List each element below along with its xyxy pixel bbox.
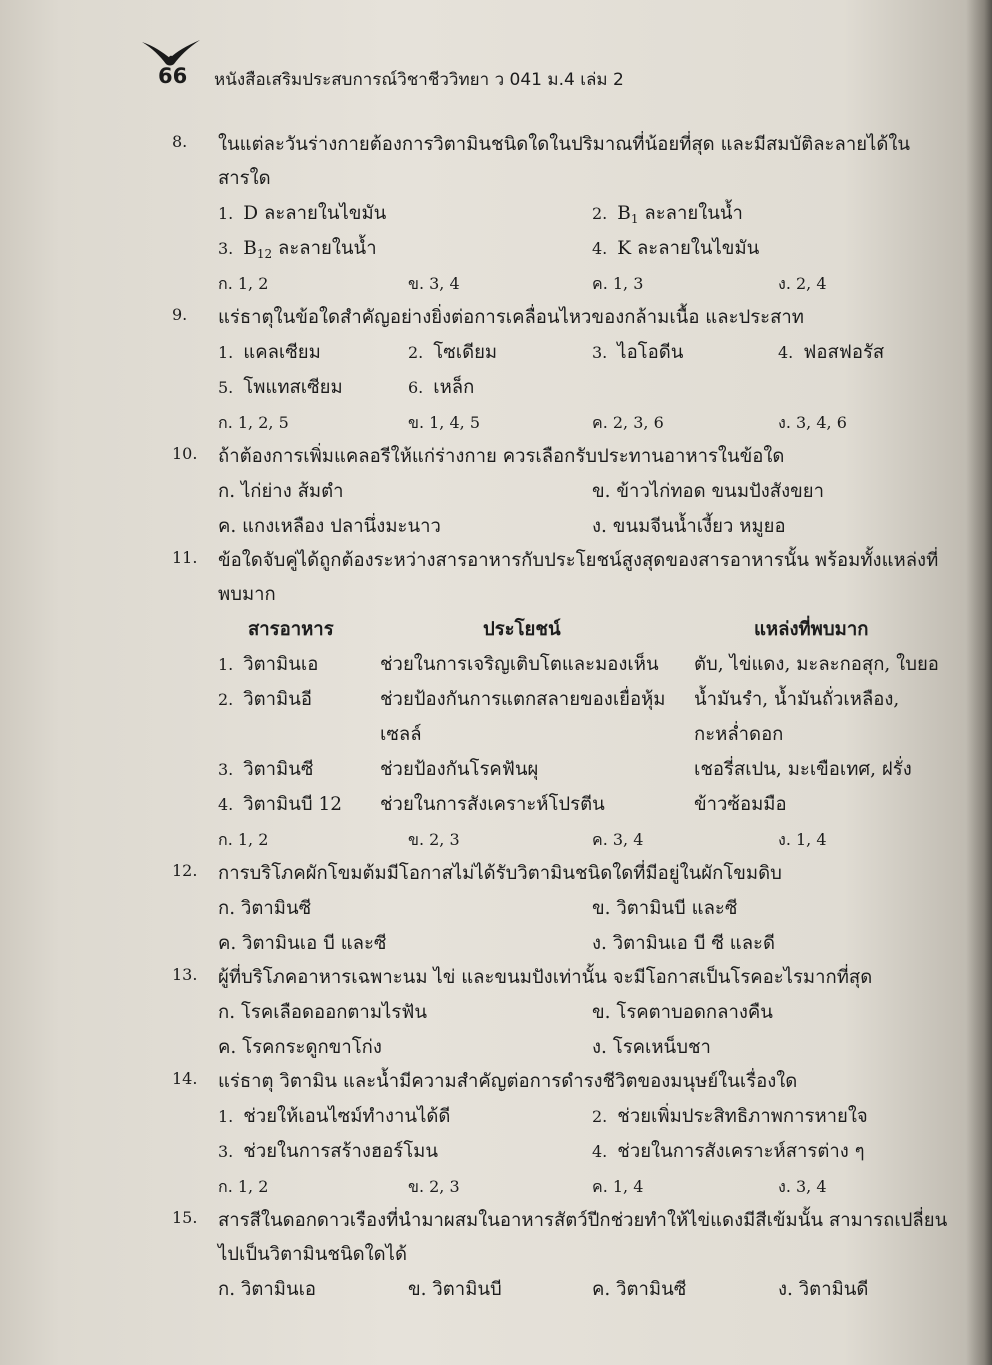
choice-row — [218, 405, 972, 440]
answer-choice[interactable]: ค. 1, 3 — [592, 274, 644, 293]
choice-row — [218, 266, 972, 301]
book-title: หนังสือเสริมประสบการณ์วิชาชีววิทยา ว 041 ม.4 เล่ม 2 — [214, 70, 624, 90]
item-row — [218, 370, 972, 405]
question-text: ผู้ที่บริโภคอาหารเฉพาะนม ไข่ และขนมปังเท่านั้น จะมีโอกาสเป็นโรคอะไรมากที่สุด — [218, 967, 873, 988]
question-number: 15. — [172, 1208, 198, 1227]
answer-choice[interactable]: ง. ขนมจีนน้ำเงี้ยว หมูยอ — [592, 516, 786, 537]
table-header: แหล่งที่พบมาก — [754, 619, 869, 640]
answer-choice[interactable]: ก. 1, 2 — [218, 1177, 269, 1196]
answer-choice[interactable]: ง. วิตามินเอ บี ซี และดี — [592, 933, 776, 954]
page-header — [140, 34, 740, 94]
question-text-line: พบมาก — [218, 584, 276, 605]
question-text: แร่ธาตุในข้อใดสำคัญอย่างยิ่งต่อการเคลื่อนไหวของกล้ามเนื้อ และประสาท — [218, 307, 804, 328]
table-cell: ตับ, ไข่แดง, มะละกอสุก, ใบยอ — [694, 654, 939, 675]
question-text: การบริโภคผักโขมต้มมีโอกาสไม่ได้รับวิตามินชนิดใดที่มีอยู่ในผักโขมดิบ — [218, 863, 782, 884]
item-row — [218, 335, 972, 370]
answer-choice[interactable]: ค. 2, 3, 6 — [592, 413, 664, 432]
question-text-line: ข้อใดจับคู่ได้ถูกต้องระหว่างสารอาหารกับประโยชน์สูงสุดของสารอาหารนั้น พร้อมทั้งแหล่งที่ — [218, 550, 939, 571]
answer-choice[interactable]: ง. 3, 4 — [778, 1177, 827, 1196]
choice-row — [218, 995, 972, 1030]
question-text — [218, 1204, 972, 1272]
choice-row — [218, 926, 972, 961]
answer-choice[interactable]: ข. วิตามินบี และซี — [592, 898, 738, 919]
question-13 — [172, 961, 972, 1065]
answer-choice[interactable]: ค. วิตามินซี — [592, 1279, 687, 1300]
question-text: ถ้าต้องการเพิ่มแคลอรีให้แก่ร่างกาย ควรเลือกรับประทานอาหารในข้อใด — [218, 446, 785, 467]
list-item: 3. ไอโอดีน — [592, 342, 684, 363]
question-15 — [172, 1204, 972, 1307]
table-cell: ช่วยป้องกันการแตกสลายของเยื่อหุ้ม — [380, 689, 666, 710]
question-list — [172, 128, 972, 1307]
table-cell: ข้าวซ้อมมือ — [694, 794, 787, 815]
question-14 — [172, 1065, 972, 1204]
answer-choice[interactable]: ก. 1, 2 — [218, 274, 269, 293]
item-row — [218, 231, 972, 266]
table-header: สารอาหาร — [248, 619, 334, 640]
table-cell: 4. วิตามินบี 12 — [218, 794, 343, 815]
answer-choice[interactable]: ข. วิตามินบี — [408, 1279, 502, 1300]
answer-choice[interactable]: ค. 1, 4 — [592, 1177, 644, 1196]
question-9 — [172, 301, 972, 440]
table-cell: 3. วิตามินซี — [218, 759, 314, 780]
answer-choice[interactable]: ก. วิตามินเอ — [218, 1279, 317, 1300]
choice-row — [218, 1169, 972, 1204]
list-item: 3. ช่วยในการสร้างฮอร์โมน — [218, 1141, 439, 1162]
answer-choice[interactable]: ข. โรคตาบอดกลางคืน — [592, 1002, 773, 1023]
question-text-line: สารใด — [218, 168, 271, 189]
choice-row — [218, 822, 972, 857]
question-text — [218, 128, 972, 196]
question-number: 12. — [172, 861, 198, 880]
table-row — [218, 682, 972, 717]
answer-choice[interactable]: ก. วิตามินซี — [218, 898, 312, 919]
choice-row — [218, 891, 972, 926]
table-row-continuation — [218, 717, 972, 752]
choice-row — [218, 509, 972, 544]
answer-choice[interactable]: ข. 3, 4 — [408, 274, 460, 293]
list-item: 4. ช่วยในการสังเคราะห์สารต่าง ๆ — [592, 1141, 865, 1162]
table-cell: 1. วิตามินเอ — [218, 654, 319, 675]
list-item: 2. ช่วยเพิ่มประสิทธิภาพการหายใจ — [592, 1106, 868, 1127]
table-row — [218, 752, 972, 787]
answer-choice[interactable]: ค. 3, 4 — [592, 830, 644, 849]
question-number: 11. — [172, 548, 198, 567]
list-item: 4. ฟอสฟอรัส — [778, 342, 885, 363]
table-row — [218, 787, 972, 822]
question-12 — [172, 857, 972, 961]
item-row — [218, 1134, 972, 1169]
answer-choice[interactable]: ง. 2, 4 — [778, 274, 827, 293]
answer-choice[interactable]: ก. 1, 2 — [218, 830, 269, 849]
answer-choice[interactable]: ค. วิตามินเอ บี และซี — [218, 933, 387, 954]
answer-choice[interactable]: ข. 1, 4, 5 — [408, 413, 480, 432]
question-text-line: ไปเป็นวิตามินชนิดใดได้ — [218, 1244, 407, 1265]
answer-choice[interactable]: ข. 2, 3 — [408, 830, 460, 849]
question-text — [218, 544, 972, 612]
list-item: 2. $B_1$ ละลายในน้ำ — [592, 203, 743, 226]
list-item: 1. แคลเซียม — [218, 342, 321, 363]
answer-choice[interactable]: ก. ไก่ย่าง ส้มตำ — [218, 481, 344, 502]
item-row — [218, 1099, 972, 1134]
answer-choice[interactable]: ค. โรคกระดูกขาโก่ง — [218, 1037, 382, 1058]
question-number: 14. — [172, 1069, 198, 1088]
question-number: 8. — [172, 132, 188, 151]
question-text-line: ในแต่ละวันร่างกายต้องการวิตามินชนิดใดในปริมาณที่น้อยที่สุด และมีสมบัติละลายได้ใน — [218, 134, 911, 155]
list-item: 5. โพแทสเซียม — [218, 377, 343, 398]
answer-choice[interactable]: ข. ข้าวไก่ทอด ขนมปังสังขยา — [592, 481, 824, 502]
table-cell: ช่วยในการสังเคราะห์โปรตีน — [380, 794, 605, 815]
item-row — [218, 196, 972, 231]
question-10 — [172, 440, 972, 544]
table-header: ประโยชน์ — [483, 619, 561, 640]
table-cell: น้ำมันรำ, น้ำมันถั่วเหลือง, — [694, 689, 900, 710]
answer-choice[interactable]: ข. 2, 3 — [408, 1177, 460, 1196]
question-number: 13. — [172, 965, 198, 984]
table-cell: ช่วยป้องกันโรคฟันผุ — [380, 759, 539, 780]
table-row — [218, 647, 972, 682]
answer-choice[interactable]: ค. แกงเหลือง ปลานึ่งมะนาว — [218, 516, 441, 537]
list-item: 1. ช่วยให้เอนไซม์ทำงานได้ดี — [218, 1106, 451, 1127]
table-cell: กะหล่ำดอก — [694, 724, 784, 745]
question-text-line: สารสีในดอกดาวเรืองที่นำมาผสมในอาหารสัตว์ปีกช่วยทำให้ไข่แดงมีสีเข้มนั้น สามารถเปลี่ยน — [218, 1210, 948, 1231]
answer-choice[interactable]: ง. 3, 4, 6 — [778, 413, 847, 432]
table-header-row — [218, 612, 972, 647]
question-text: แร่ธาตุ วิตามิน และน้ำมีความสำคัญต่อการดำรงชีวิตของมนุษย์ในเรื่องใด — [218, 1071, 798, 1092]
question-number: 9. — [172, 305, 188, 324]
answer-choice[interactable]: ก. โรคเลือดออกตามไรฟัน — [218, 1002, 428, 1023]
list-item: 1. D ละลายในไขมัน — [218, 203, 387, 224]
question-number: 10. — [172, 444, 198, 463]
choice-row — [218, 1030, 972, 1065]
table-cell: เซลล์ — [380, 724, 422, 745]
choice-row — [218, 474, 972, 509]
list-item: 6. เหล็ก — [408, 377, 475, 398]
list-item: 3. $B_{12}$ ละลายในน้ำ — [218, 238, 377, 261]
question-8 — [172, 128, 972, 301]
answer-choice[interactable]: ง. 1, 4 — [778, 830, 827, 849]
choice-row — [218, 1272, 972, 1307]
question-11 — [172, 544, 972, 857]
list-item: 2. โซเดียม — [408, 342, 498, 363]
page-number: 66 — [158, 64, 188, 88]
answer-choice[interactable]: ง. โรคเหน็บชา — [592, 1037, 711, 1058]
answer-choice[interactable]: ก. 1, 2, 5 — [218, 413, 289, 432]
table-cell: ช่วยในการเจริญเติบโตและมองเห็น — [380, 654, 659, 675]
table-cell: เชอรี่สเปน, มะเขือเทศ, ฝรั่ง — [694, 759, 912, 780]
table-cell: 2. วิตามินอี — [218, 689, 313, 710]
answer-choice[interactable]: ง. วิตามินดี — [778, 1279, 869, 1300]
list-item: 4. K ละลายในไขมัน — [592, 238, 760, 259]
